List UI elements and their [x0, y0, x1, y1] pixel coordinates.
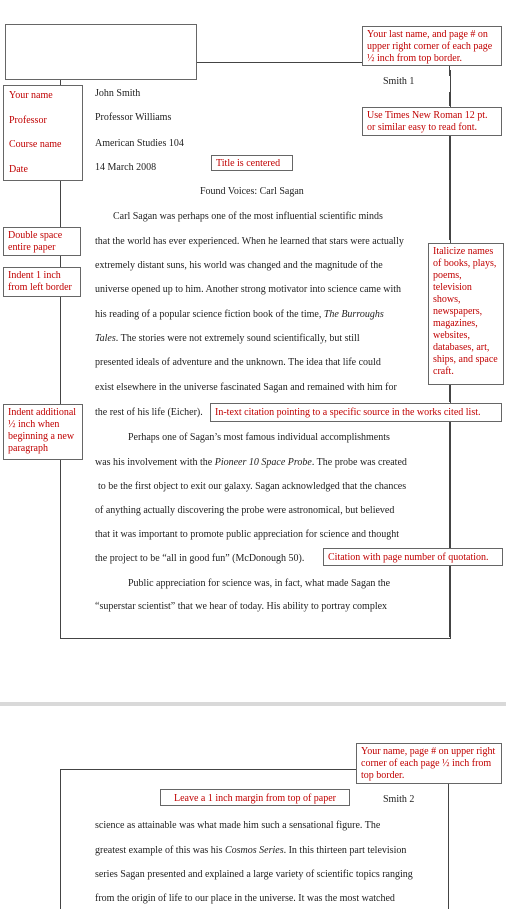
callout-name-page-2: Your name, page # on upper right corner of each page ½ inch from top border. — [356, 743, 502, 784]
callout-font: Use Times New Roman 12 pt. or similar easy to read font. — [362, 107, 502, 136]
callout-intext: In-text citation pointing to a specific source in the works cited list. — [210, 403, 502, 422]
callout-professor: Professor — [9, 114, 47, 126]
body-line: presented ideals of adventure and the unknown. The idea that life could — [95, 357, 381, 368]
body-line: Public appreciation for science was, in fact, what made Sagan the — [128, 578, 391, 589]
body-line — [95, 309, 384, 320]
margin-box — [5, 24, 197, 80]
body-line: universe opened up to him. Another strong motivator into science came with — [95, 284, 402, 295]
callout-italicize: Italicize names of books, plays, poems, television shows, newspapers, magazines, websites, databases, art, ships, and space craft. — [428, 243, 504, 385]
connector-line — [197, 62, 362, 63]
heading-name: John Smith — [95, 88, 141, 99]
callout-your-name: Your name — [9, 90, 53, 101]
body-text: . In this thirteen part television — [283, 845, 407, 856]
callout-date: Date — [9, 163, 28, 175]
body-line: of anything actually discovering the probe were astronomical, but believed — [95, 505, 395, 516]
heading-course: American Studies 104 — [95, 138, 184, 149]
connector-line — [449, 565, 450, 637]
connector-line — [449, 385, 450, 402]
connector-line — [60, 297, 61, 402]
essay-title: Found Voices: Carl Sagan — [200, 186, 304, 197]
body-line: to be the first object to exit our galaxy. Sagan acknowledged that the chances — [98, 481, 407, 492]
connector-line — [449, 135, 450, 240]
connector-line — [449, 92, 450, 106]
body-line: from the origin of life to our place in the universe. It was the most watched — [95, 893, 395, 904]
body-text: . The stories were not extremely sound scientifically, but still — [115, 333, 360, 344]
italic-title: Cosmos Series — [224, 845, 284, 856]
body-line: series Sagan presented and explained a large variety of scientific topics ranging — [95, 869, 413, 880]
body-line: the rest of his life (Eicher). — [95, 407, 203, 418]
callout-margin-top: Leave a 1 inch margin from top of paper — [160, 789, 350, 806]
callout-course-name: Course name — [9, 139, 62, 150]
connector-line — [60, 455, 61, 638]
callout-double-space: Double space entire paper — [3, 227, 81, 256]
body-line: the project to be “all in good fun” (McDonough 50). — [95, 553, 305, 564]
page-2-header: Smith 2 — [383, 794, 415, 805]
body-line — [95, 845, 406, 856]
page-1-header: Smith 1 — [383, 76, 415, 87]
body-line: that the world has ever experienced. When he learned that stars were actually — [95, 236, 404, 247]
body-line: “superstar scientist” that we hear of today. His ability to portray complex — [95, 601, 388, 612]
body-line — [95, 333, 360, 344]
connector-line — [449, 422, 450, 548]
body-line: science as attainable was what made him such a sensational figure. The — [95, 820, 381, 831]
callout-last-name: Your last name, and page # on upper right corner of each page ½ inch from top border. — [362, 26, 502, 66]
body-text: greatest example of this was his — [95, 845, 223, 856]
callout-page-citation: Citation with page number of quotation. — [323, 548, 503, 566]
body-line: extremely distant suns, his world was changed and the magnitude of the — [95, 260, 383, 271]
italic-title: The Burroughs — [323, 309, 384, 320]
body-line: that it was important to promote public appreciation for science and thought — [95, 529, 400, 540]
body-text: . The probe was created — [311, 457, 407, 468]
italic-title: Pioneer 10 Space Probe — [214, 457, 312, 468]
body-line: Carl Sagan was perhaps one of the most influential scientific minds — [113, 211, 383, 222]
callout-indent-half: Indent additional ½ inch when beginning a new paragraph — [3, 404, 83, 460]
body-text: his reading of a popular science fiction book of the time, — [95, 309, 322, 320]
heading-professor: Professor Williams — [95, 112, 172, 123]
body-line: exist elsewhere in the universe fascinated Sagan and remained with him for — [95, 382, 397, 393]
callout-title-centered: Title is centered — [211, 155, 293, 171]
connector-line — [449, 66, 450, 76]
callout-indent-1: Indent 1 inch from left border — [3, 267, 81, 297]
heading-date: 14 March 2008 — [95, 162, 157, 173]
page-separator — [0, 702, 506, 706]
callout-heading-items — [3, 85, 83, 181]
body-line: Perhaps one of Sagan’s most famous individual accomplishments — [128, 432, 390, 443]
italic-title: Tales — [95, 333, 116, 344]
body-text: was his involvement with the — [95, 457, 213, 468]
body-line — [95, 457, 407, 468]
